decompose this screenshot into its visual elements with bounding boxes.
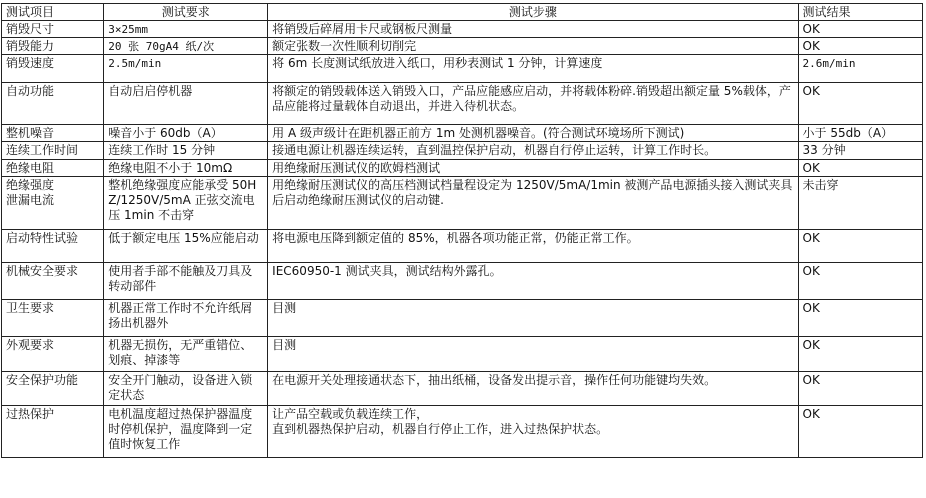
cell-test-steps: 用绝缘耐压测试仪的欧姆档测试 <box>268 160 798 177</box>
cell-test-result: OK <box>798 372 923 406</box>
cell-test-result: OK <box>798 337 923 372</box>
table-row <box>2 142 923 160</box>
cell-test-result: OK <box>798 38 923 55</box>
cell-test-item: 销毁尺寸 <box>2 21 104 38</box>
cell-test-steps: 将销毁后碎屑用卡尺或钢板尺测量 <box>268 21 798 38</box>
test-results-table <box>1 3 923 458</box>
cell-test-item: 整机噪音 <box>2 125 104 142</box>
header-item: 测试项目 <box>2 4 104 21</box>
table-header <box>2 4 923 21</box>
cell-test-steps: 将额定的销毁载体送入销毁入口，产品应能感应启动，并将载体粉碎.销毁超出额定量 5%载体，产品应能将过量载体自动退出，并进入待机状态。 <box>268 83 798 125</box>
cell-test-requirement: 20 张 70gA4 纸/次 <box>104 38 268 55</box>
cell-test-requirement: 低于额定电压 15%应能启动 <box>104 230 268 263</box>
cell-test-result: OK <box>798 21 923 38</box>
cell-test-steps: 额定张数一次性顺利切削完 <box>268 38 798 55</box>
table-row <box>2 372 923 406</box>
table-row <box>2 406 923 458</box>
cell-test-item: 绝缘强度 泄漏电流 <box>2 177 104 230</box>
cell-test-item: 安全保护功能 <box>2 372 104 406</box>
cell-test-result: 未击穿 <box>798 177 923 230</box>
cell-test-steps: 用绝缘耐压测试仪的高压档测试档量程设定为 1250V/5mA/1min 被测产品电源插头接入测试夹具后启动绝缘耐压测试仪的启动键. <box>268 177 798 230</box>
cell-test-steps: IEC60950-1 测试夹具，测试结构外露孔。 <box>268 263 798 300</box>
cell-test-result: OK <box>798 263 923 300</box>
table-row <box>2 21 923 38</box>
cell-test-requirement: 机器无损伤，无严重错位、划痕、掉漆等 <box>104 337 268 372</box>
cell-test-requirement: 3×25mm <box>104 21 268 38</box>
cell-test-item: 连续工作时间 <box>2 142 104 160</box>
cell-test-requirement: 噪音小于 60db（A） <box>104 125 268 142</box>
header-requirement: 测试要求 <box>104 4 268 21</box>
cell-test-result: OK <box>798 230 923 263</box>
cell-test-requirement: 安全开门触动，设备进入锁定状态 <box>104 372 268 406</box>
table-row <box>2 263 923 300</box>
cell-test-steps: 用 A 级声级计在距机器正前方 1m 处测机器噪音。(符合测试环境场所下测试) <box>268 125 798 142</box>
table-row <box>2 55 923 83</box>
cell-test-item: 自动功能 <box>2 83 104 125</box>
cell-test-requirement: 连续工作时 15 分钟 <box>104 142 268 160</box>
cell-test-item: 销毁能力 <box>2 38 104 55</box>
cell-test-steps: 将 6m 长度测试纸放进入纸口，用秒表测试 1 分钟，计算速度 <box>268 55 798 83</box>
cell-test-steps: 目测 <box>268 337 798 372</box>
cell-test-result: OK <box>798 406 923 458</box>
cell-test-steps: 将电源电压降到额定值的 85%，机器各项功能正常，仍能正常工作。 <box>268 230 798 263</box>
cell-test-result: 小于 55db（A） <box>798 125 923 142</box>
cell-test-result: OK <box>798 300 923 337</box>
table-row <box>2 160 923 177</box>
cell-test-item: 卫生要求 <box>2 300 104 337</box>
cell-test-item: 销毁速度 <box>2 55 104 83</box>
cell-test-requirement: 整机绝缘强度应能承受 50HZ/1250V/5mA 正弦交流电压 1min 不击穿 <box>104 177 268 230</box>
header-steps: 测试步骤 <box>268 4 798 21</box>
cell-test-result: OK <box>798 83 923 125</box>
cell-test-result: 2.6m/min <box>798 55 923 83</box>
cell-test-steps: 让产品空载或负载连续工作， 直到机器热保护启动，机器自行停止工作，进入过热保护状态。 <box>268 406 798 458</box>
header-row <box>2 4 923 21</box>
cell-test-requirement: 绝缘电阻不小于 10mΩ <box>104 160 268 177</box>
cell-test-requirement: 自动启启停机器 <box>104 83 268 125</box>
cell-test-requirement: 电机温度超过热保护器温度时停机保护，温度降到一定值时恢复工作 <box>104 406 268 458</box>
header-result: 测试结果 <box>798 4 923 21</box>
table-row <box>2 337 923 372</box>
table-row <box>2 125 923 142</box>
table-row <box>2 300 923 337</box>
cell-test-item: 过热保护 <box>2 406 104 458</box>
cell-test-item: 外观要求 <box>2 337 104 372</box>
cell-test-steps: 在电源开关处理接通状态下，抽出纸桶，设备发出提示音，操作任何功能键均失效。 <box>268 372 798 406</box>
cell-test-item: 启动特性试验 <box>2 230 104 263</box>
cell-test-requirement: 2.5m/min <box>104 55 268 83</box>
table-body <box>2 21 923 458</box>
cell-test-steps: 接通电源让机器连续运转，直到温控保护启动，机器自行停止运转，计算工作时长。 <box>268 142 798 160</box>
cell-test-result: 33 分钟 <box>798 142 923 160</box>
cell-test-result: OK <box>798 160 923 177</box>
table-row <box>2 38 923 55</box>
table-row <box>2 177 923 230</box>
cell-test-item: 机械安全要求 <box>2 263 104 300</box>
table-row <box>2 83 923 125</box>
cell-test-item: 绝缘电阻 <box>2 160 104 177</box>
cell-test-requirement: 使用者手部不能触及刀具及转动部件 <box>104 263 268 300</box>
cell-test-requirement: 机器正常工作时不允许纸屑扬出机器外 <box>104 300 268 337</box>
table-row <box>2 230 923 263</box>
cell-test-steps: 目测 <box>268 300 798 337</box>
